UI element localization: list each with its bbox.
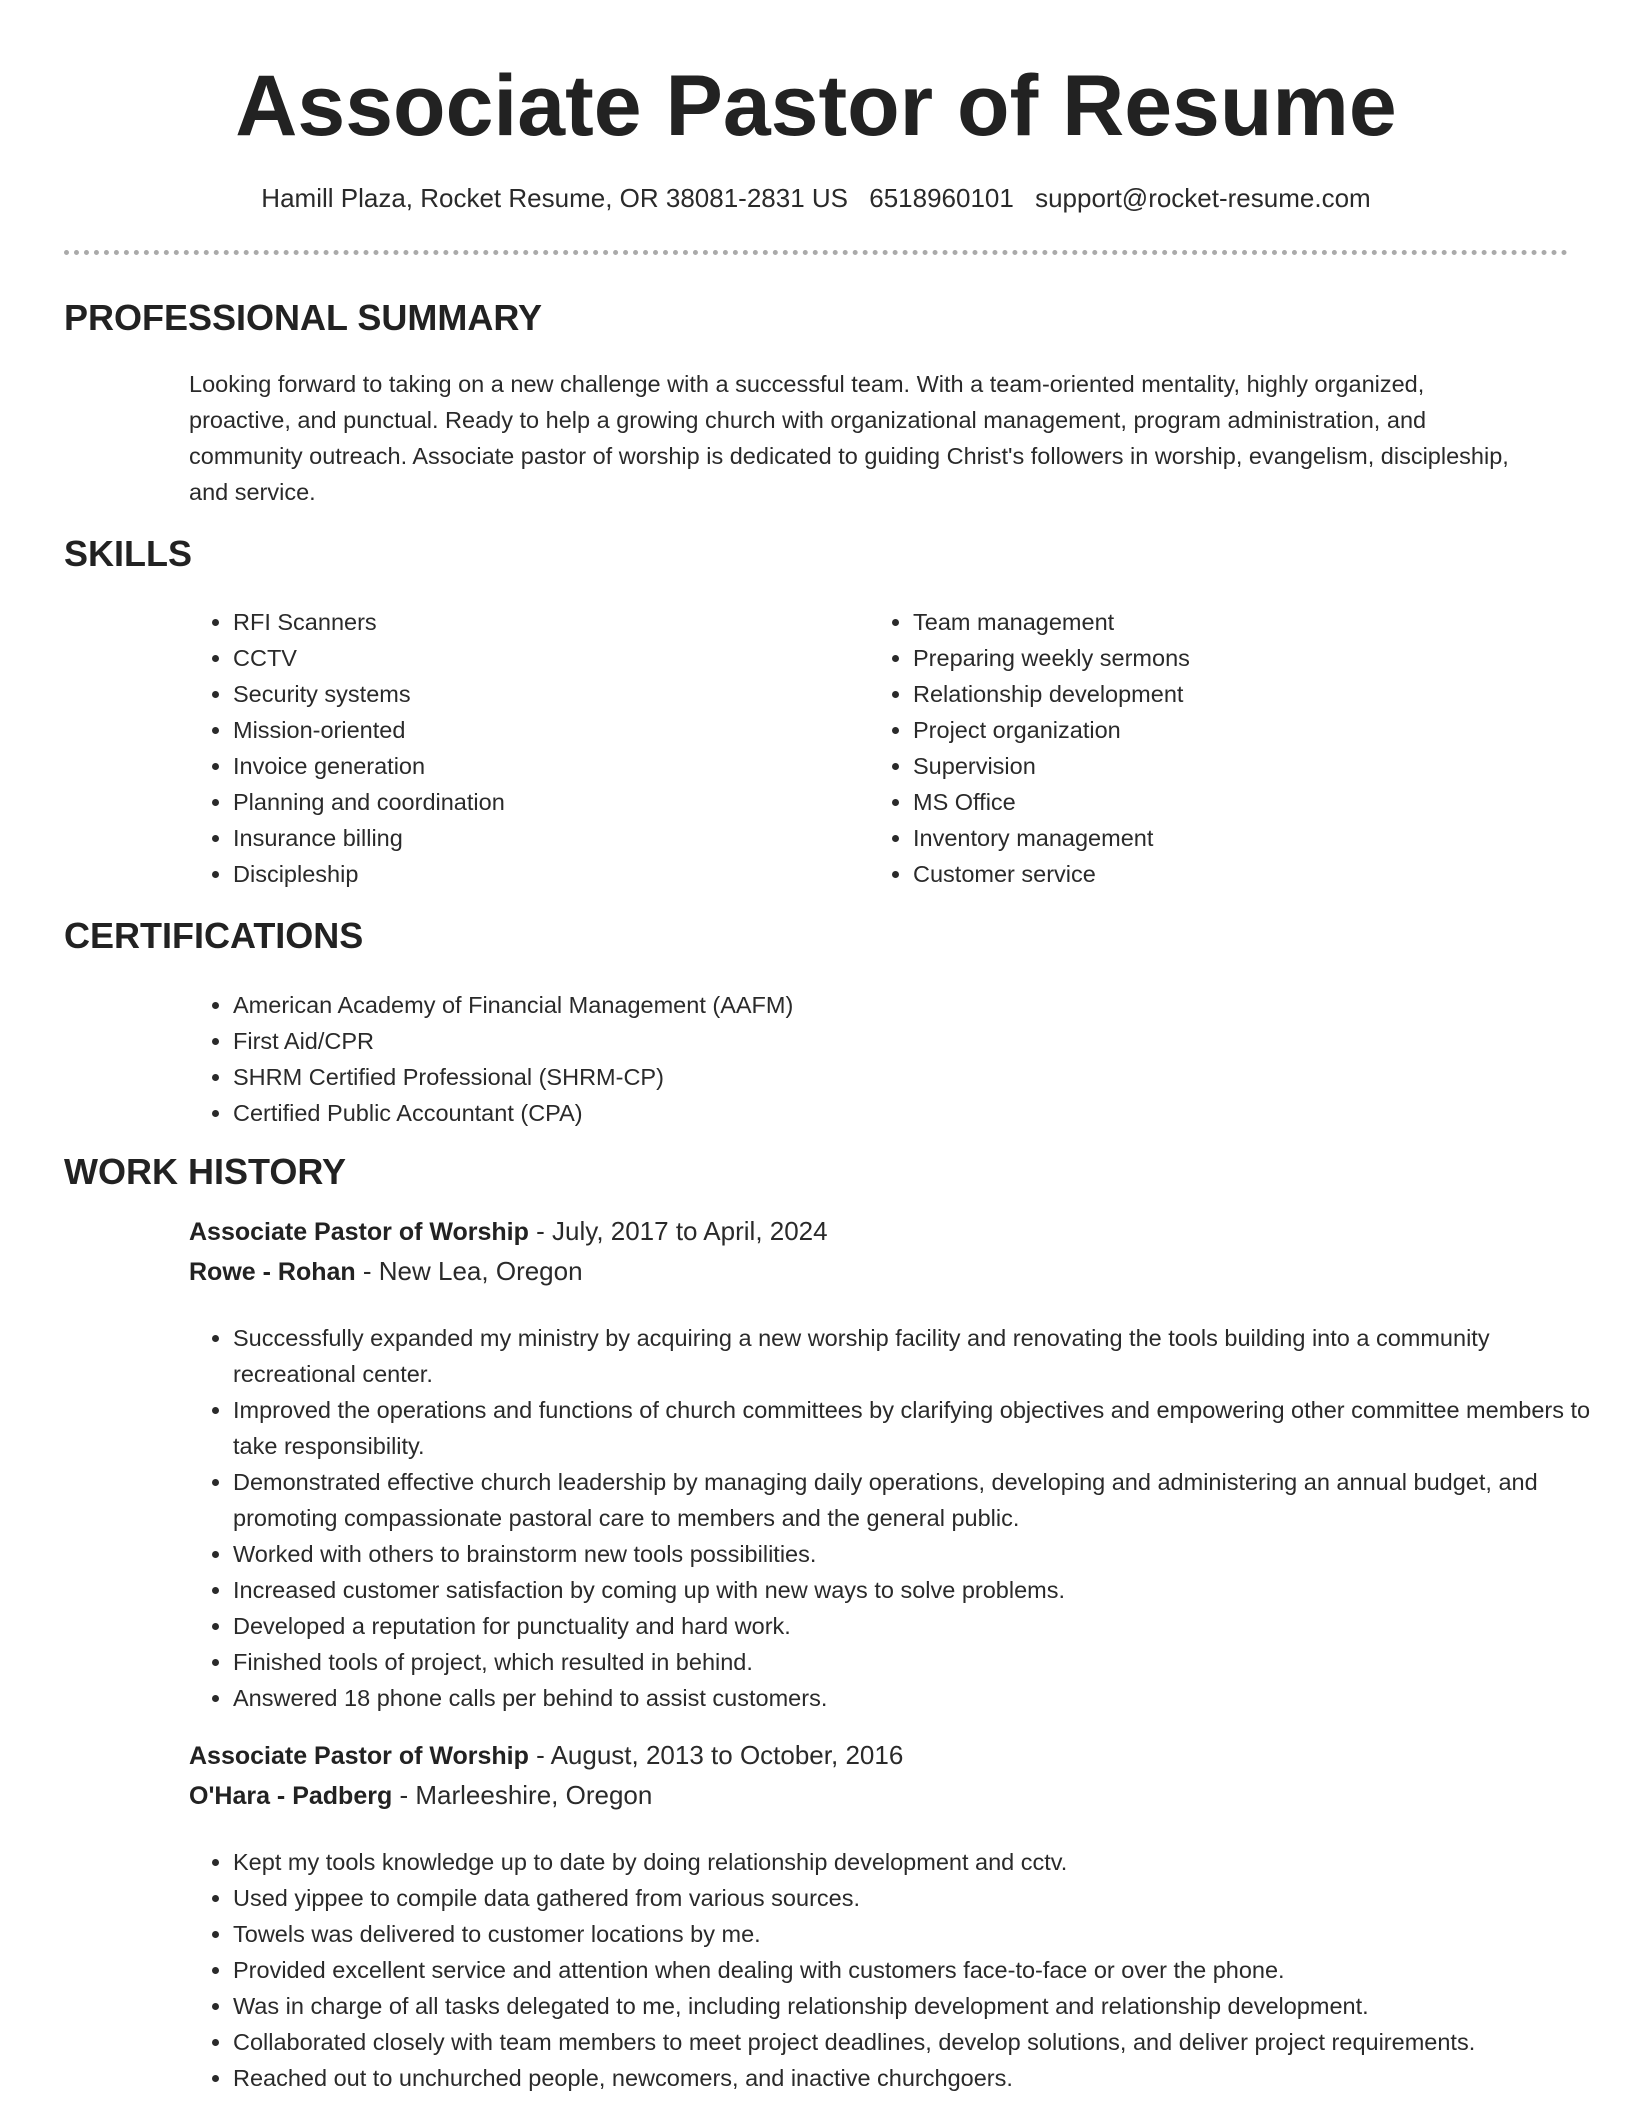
job-dates: - August, 2013 to October, 2016 [528, 1740, 904, 1770]
header-divider [64, 250, 1568, 255]
list-item: • Was in charge of all tasks delegated to me, including relationship development and relationship development. [233, 1988, 1613, 2024]
list-item: • Finished tools of project, which resulted in behind. [233, 1644, 1613, 1680]
section-title-summary: PROFESSIONAL SUMMARY [64, 297, 543, 338]
list-item: • Reached out to unchurched people, newcomers, and inactive churchgoers. [233, 2060, 1613, 2096]
list-item: • Preparing weekly sermons [913, 640, 1513, 676]
skills-list-left [189, 604, 833, 892]
list-item: • Kept my tools knowledge up to date by doing relationship development and cctv. [233, 1844, 1613, 1880]
list-item: • Used yippee to compile data gathered from various sources. [233, 1880, 1613, 1916]
job-title-line [189, 1212, 828, 1251]
list-item: • Discipleship [233, 856, 833, 892]
list-item: • American Academy of Financial Management (AAFM) [233, 987, 1433, 1023]
contact-phone: 6518960101 [869, 183, 1014, 213]
list-item: • Worked with others to brainstorm new tools possibilities. [233, 1536, 1613, 1572]
job-location: - Marleeshire, Oregon [392, 1780, 653, 1810]
job-company: Rowe - Rohan [189, 1258, 356, 1286]
section-title-skills: SKILLS [64, 533, 193, 574]
list-item: • Inventory management [913, 820, 1513, 856]
skills-list-right [869, 604, 1513, 892]
list-item: • First Aid/CPR [233, 1023, 1433, 1059]
list-item: • SHRM Certified Professional (SHRM-CP) [233, 1059, 1433, 1095]
list-item: • Improved the operations and functions of church committees by clarifying objectives and empowering other committee members to take responsibility. [233, 1392, 1613, 1464]
list-item: • Planning and coordination [233, 784, 833, 820]
list-item: • Team management [913, 604, 1513, 640]
job-company-line [189, 1776, 652, 1815]
job-bullets [189, 1844, 1613, 2096]
list-item: • Customer service [913, 856, 1513, 892]
certifications-list [189, 987, 1433, 1131]
job-title: Associate Pastor of Worship [189, 1742, 529, 1770]
list-item: • Provided excellent service and attention when dealing with customers face-to-face or over the phone. [233, 1952, 1613, 1988]
list-item: • Relationship development [913, 676, 1513, 712]
list-item: • Project organization [913, 712, 1513, 748]
list-item: • RFI Scanners [233, 604, 833, 640]
section-title-work-history: WORK HISTORY [64, 1151, 347, 1192]
job-bullets [189, 1320, 1613, 1716]
contact-line [0, 180, 1632, 216]
job-company-line [189, 1252, 583, 1291]
list-item: • MS Office [913, 784, 1513, 820]
job-dates: - July, 2017 to April, 2024 [528, 1216, 828, 1246]
list-item: • Successfully expanded my ministry by acquiring a new worship facility and renovating the tools building into a community recreational center. [233, 1320, 1613, 1392]
list-item: • Developed a reputation for punctuality and hard work. [233, 1608, 1613, 1644]
job-title: Associate Pastor of Worship [189, 1218, 529, 1246]
list-item: • Insurance billing [233, 820, 833, 856]
list-item: • Answered 18 phone calls per behind to assist customers. [233, 1680, 1613, 1716]
page-title: Associate Pastor of Resume [235, 58, 1397, 154]
list-item: • Supervision [913, 748, 1513, 784]
list-item: • Towels was delivered to customer locations by me. [233, 1916, 1613, 1952]
contact-email: support@rocket-resume.com [1035, 183, 1371, 213]
list-item: • Mission-oriented [233, 712, 833, 748]
list-item: • Security systems [233, 676, 833, 712]
list-item: • Collaborated closely with team members to meet project deadlines, develop solutions, and deliver project requirements. [233, 2024, 1613, 2060]
section-title-certifications: CERTIFICATIONS [64, 915, 364, 956]
job-company: O'Hara - Padberg [189, 1782, 393, 1810]
job-title-line [189, 1736, 903, 1775]
contact-address: Hamill Plaza, Rocket Resume, OR 38081-2831 US [261, 183, 848, 213]
list-item: • Demonstrated effective church leadership by managing daily operations, developing and administering an annual budget, and promoting compassionate pastoral care to members and the general public. [233, 1464, 1613, 1536]
job-location: - New Lea, Oregon [355, 1256, 583, 1286]
list-item: • CCTV [233, 640, 833, 676]
list-item: • Certified Public Accountant (CPA) [233, 1095, 1433, 1131]
summary-text: Looking forward to taking on a new challenge with a successful team. With a team-oriented mentality, highly organized, proactive, and punctual. Ready to help a growing church with organizational management, program administration, and community outreach. Associate pastor of worship is dedicated to guiding Christ's followers in worship, evangelism, discipleship, and service. [189, 371, 1509, 505]
list-item: • Invoice generation [233, 748, 833, 784]
list-item: • Increased customer satisfaction by coming up with new ways to solve problems. [233, 1572, 1613, 1608]
